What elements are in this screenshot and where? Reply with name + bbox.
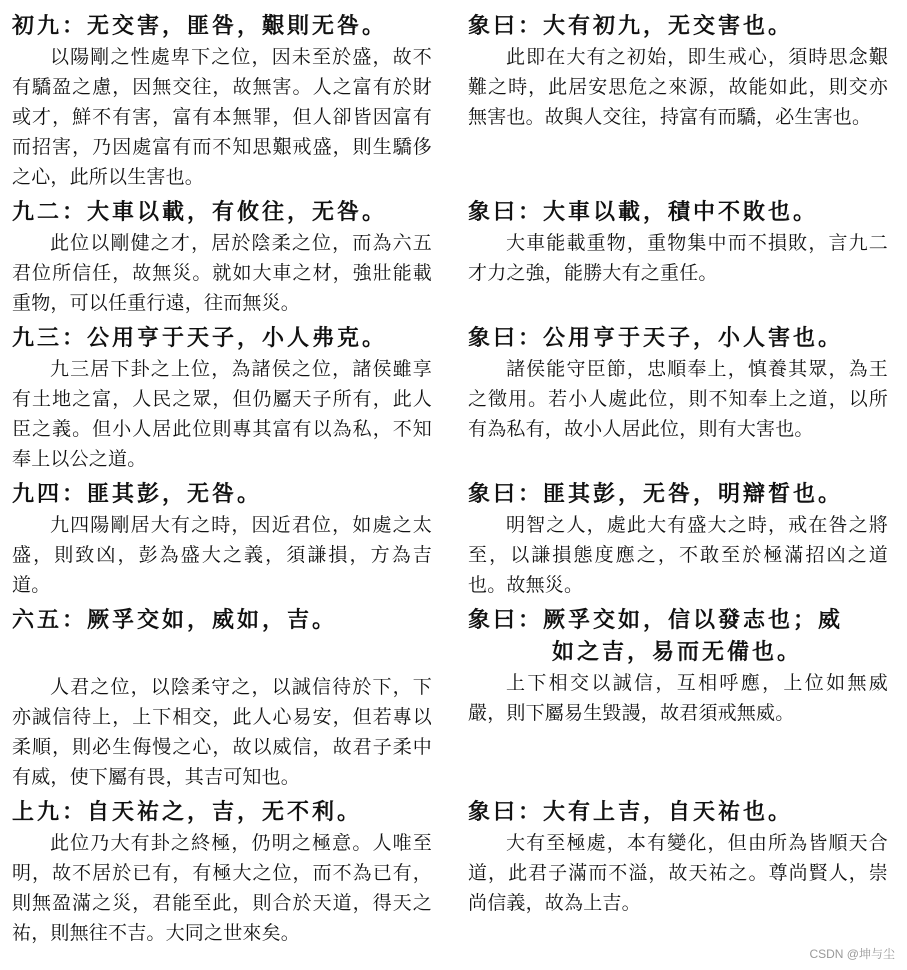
image-commentary: 大車能載重物，重物集中而不損敗，言九二才力之強，能勝大有之重任。 xyxy=(468,232,888,284)
line-5-block xyxy=(12,604,432,792)
line-6-block xyxy=(12,796,432,948)
line-heading: 九二：大車以載，有攸往，无咎。 xyxy=(12,199,388,225)
line-commentary: 此位乃大有卦之終極，仍明之極意。人唯至明，故不居於已有，有極大之位，而不為已有，則無盈滿之災，君能至此，則合於天道，得天之祐，則無往不吉。大同之世來矣。 xyxy=(12,832,432,944)
image-commentary: 諸侯能守臣節，忠順奉上，慎養其眾，為王之徵用。若小人處此位，則不知奉上之道，以所有為私有，故小人居此位，則有大害也。 xyxy=(468,358,888,440)
line-commentary: 九四陽剛居大有之時，因近君位，如處之太盛，則致凶，彭為盛大之義，須謙損，方為吉道。 xyxy=(12,514,432,596)
image-heading: 象曰：大有上吉，自天祐也。 xyxy=(468,799,794,825)
image-heading: 象曰：公用亨于天子，小人害也。 xyxy=(468,325,844,351)
image-3-block xyxy=(468,322,888,444)
line-commentary: 九三居下卦之上位，為諸侯之位，諸侯雖享有土地之富，人民之眾，但仍屬天子所有，此人臣之義。但小人居此位則專其富有以為私，不知奉上以公之道。 xyxy=(12,358,432,470)
image-commentary: 明智之人，處此大有盛大之時，戒在咎之將至，以謙損態度應之，不敢至於極滿招凶之道也。故無災。 xyxy=(468,514,888,596)
line-commentary: 以陽剛之性處卑下之位，因未至於盛，故不有驕盈之慮，因無交往，故無害。人之富有於財或才，鮮不有害，富有本無罪，但人卻皆因富有而招害，乃因處富有而不知思艱戒盛，則生驕侈之心，此所以生害也。 xyxy=(12,46,432,188)
line-heading: 初九：无交害，匪咎，艱則无咎。 xyxy=(12,13,388,39)
image-commentary: 此即在大有之初始，即生戒心，須時思念艱難之時，此居安思危之來源，故能如此，則交亦無害也。故與人交往，持富有而驕，必生害也。 xyxy=(468,46,888,128)
line-heading: 上九：自天祐之，吉，无不利。 xyxy=(12,799,363,825)
image-commentary: 大有至極處，本有變化，但由所為皆順天合道，此君子滿而不溢，故天祐之。尊尚賢人，崇尚信義，故為上吉。 xyxy=(468,832,888,914)
image-heading: 象曰：大車以載，積中不敗也。 xyxy=(468,199,819,225)
image-1-block xyxy=(468,10,888,132)
line-2-block xyxy=(12,196,432,318)
image-5-block xyxy=(468,604,888,728)
line-heading: 九四：匪其彭，无咎。 xyxy=(12,481,263,507)
image-heading xyxy=(468,604,888,668)
image-6-block xyxy=(468,796,888,918)
image-heading-line2: 如之吉，易而无備也。 xyxy=(552,639,803,665)
watermark: CSDN @坤与尘 xyxy=(809,947,895,961)
image-commentary: 上下相交以誠信，互相呼應，上位如無威嚴，則下屬易生毀謾，故君須戒無威。 xyxy=(468,672,888,724)
image-4-block xyxy=(468,478,888,600)
line-commentary: 人君之位，以陰柔守之，以誠信待於下，下亦誠信待上，上下相交，此人心易安，但若專以柔順，則必生侮慢之心，故以威信，故君子柔中有威，使下屬有畏，其吉可知也。 xyxy=(12,676,432,788)
line-commentary: 此位以剛健之才，居於陰柔之位，而為六五君位所信任，故無災。就如大車之材，強壯能載重物，可以任重行遠，往而無災。 xyxy=(12,232,432,314)
line-4-block xyxy=(12,478,432,600)
image-heading: 象曰：匪其彭，无咎，明辯晳也。 xyxy=(468,481,844,507)
line-heading: 六五：厥孚交如，威如，吉。 xyxy=(12,607,338,633)
image-heading: 象曰：大有初九，无交害也。 xyxy=(468,13,794,39)
image-heading-line1: 象曰：厥孚交如，信以發志也；威 xyxy=(468,607,844,633)
image-2-block xyxy=(468,196,888,288)
line-1-block xyxy=(12,10,432,192)
line-3-block xyxy=(12,322,432,474)
line-heading: 九三：公用亨于天子，小人弗克。 xyxy=(12,325,388,351)
